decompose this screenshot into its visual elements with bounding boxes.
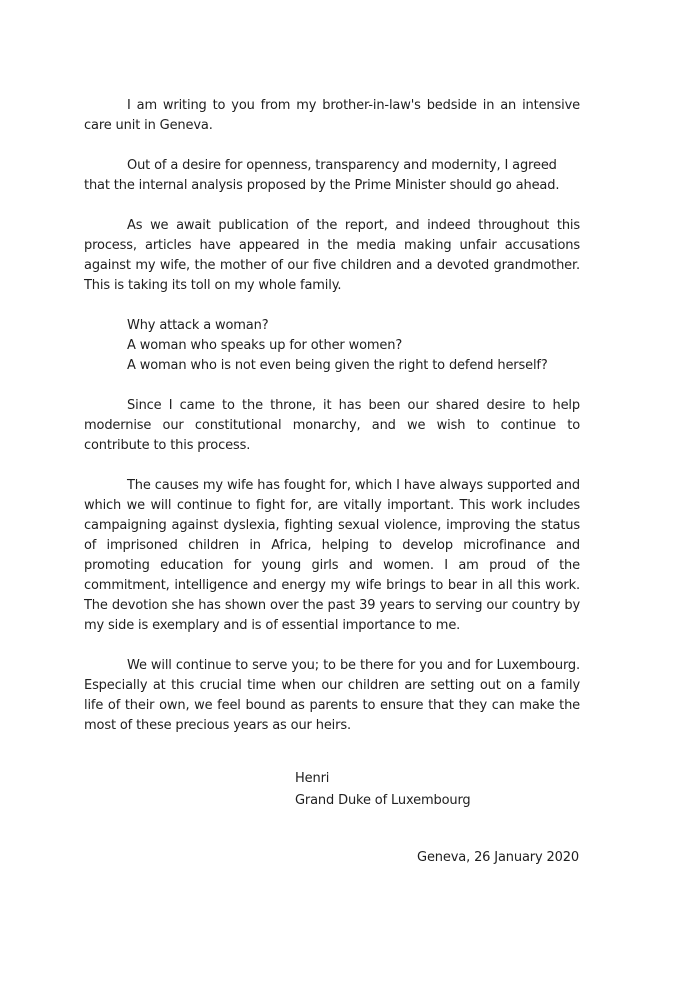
signature-title: Grand Duke of Luxembourg xyxy=(295,793,471,808)
paragraph-throne: Since I came to the throne, it has been our shared desire to help modernise our constitutional monarchy, and we wish to continue to contribute to this process. xyxy=(84,398,580,453)
signature-block xyxy=(295,768,471,812)
question-line: A woman who is not even being given the right to defend herself? xyxy=(127,358,548,373)
paragraph-openness: Out of a desire for openness, transparency and modernity, I agreed that the internal analysis proposed by the Prime Minister should go ahead. xyxy=(84,158,560,193)
question-line: Why attack a woman? xyxy=(127,318,269,333)
question-line: A woman who speaks up for other women? xyxy=(127,338,403,353)
paragraph-report: As we await publication of the report, and indeed throughout this process, articles have appeared in the media making unfair accusations against my wife, the mother of our five children and a devoted grandmother. This is taking its toll on my whole family. xyxy=(84,218,580,293)
paragraph-intro: I am writing to you from my brother-in-law's bedside in an intensive care unit in Geneva. xyxy=(84,98,580,133)
signature-name: Henri xyxy=(295,771,330,786)
question-list xyxy=(127,316,580,376)
paragraph-causes: The causes my wife has fought for, which I have always supported and which we will continue to fight for, are vitally important. This work includes campaigning against dyslexia, fighting sexual violence, improving the status of imprisoned children in Africa, helping to develop microfinance and promoting education for young girls and women. I am proud of the commitment, intelligence and energy my wife brings to bear in all this work. The devotion she has shown over the past 39 years to serving our country by my side is exemplary and is of essential importance to me. xyxy=(84,478,580,633)
dateline: Geneva, 26 January 2020 xyxy=(417,850,579,865)
letter-body xyxy=(84,96,580,756)
paragraph-serve: We will continue to serve you; to be there for you and for Luxembourg. Especially at this crucial time when our children are setting out on a family life of their own, we feel bound as parents to ensure that they can make the most of these precious years as our heirs. xyxy=(84,658,580,733)
